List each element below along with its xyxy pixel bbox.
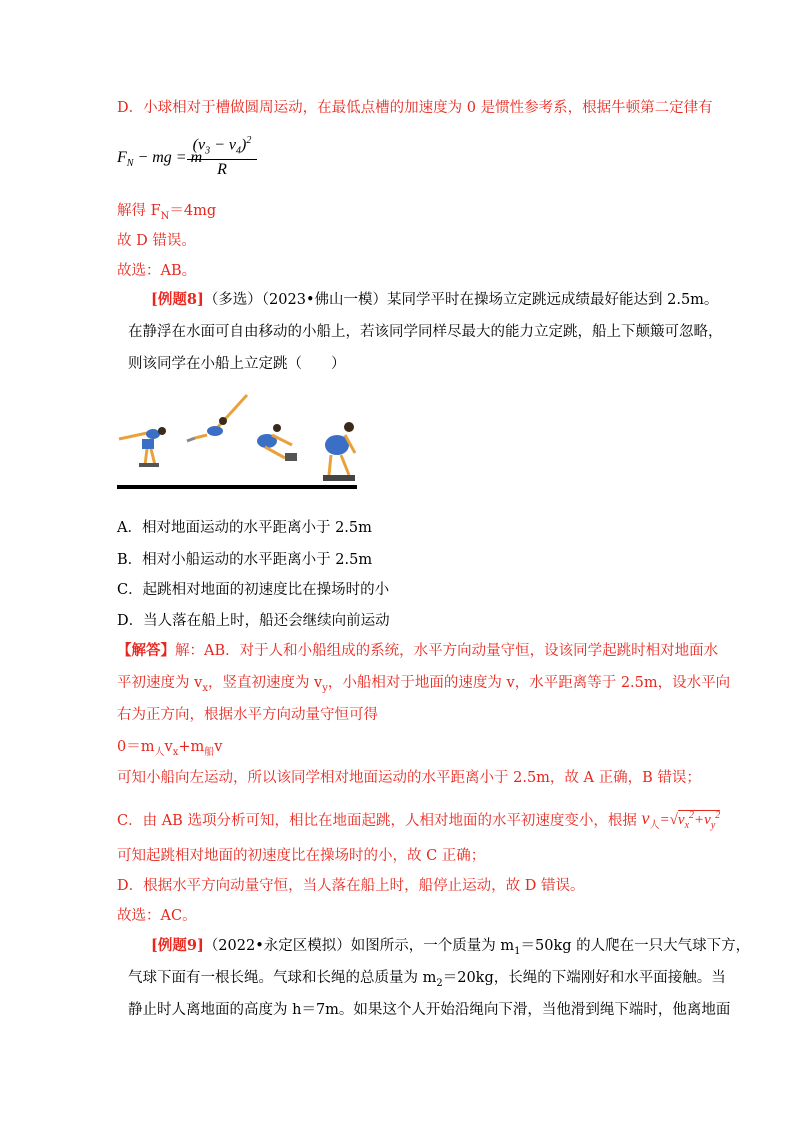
option-b: B．相对小船运动的水平距离小于 2.5m [117,552,373,568]
option-c: C．起跳相对地面的初速度比在操场时的小 [117,582,390,598]
example-8-header: [例题8]（多选）（2023•佛山一模）某同学平时在操场立定跳远成绩最好能达到 2.5m。 [151,291,719,308]
solution-line-d: D．小球相对于槽做圆周运动，在最低点槽的加速度为 0 是惯性参考系，根据牛顿第二定律有 [117,100,713,116]
answer-line-5: 可知小船向左运动，所以该同学相对地面运动的水平距离小于 2.5m，故 A 正确，B 错误； [117,770,701,786]
jumper-pose-2 [187,395,247,441]
answer-line-6: C．由 AB 选项分析可知，相比在地面起跳，人相对地面的水平初速度变小，根据 $v_人=√v_x^2+v_y^2$ [117,806,720,836]
example-9-line2: 气球下面有一根长绳。气球和长绳的总质量为 $m_2=20kg$，长绳的下端刚好和水平面接触。当 [128,970,726,989]
jumper-pose-1 [119,427,166,467]
example-8-line2: 在静浮在水面可自由移动的小船上，若该同学同样尽最大的能力立定跳，船上下颠簸可忽略， [128,324,723,340]
answer-line-8: D．根据水平方向动量守恒，当人落在船上时，船停止运动，故 D 错误。 [117,878,585,894]
example-9-header: [例题9]（2022•永定区模拟）如图所示，一个质量为 $m_1=50kg$ 的人爬在一只大气球下方， [151,937,751,957]
long-jump-figure [117,383,357,495]
answer-line-2: 平初速度为 $v_x$，竖直初速度为 $v_y$，小船相对于地面的速度为 v，水平距离等于 2.5m，设水平向 [117,675,731,694]
answer-line: 故选：AB。 [117,263,197,279]
answer-line-9: 故选：AC。 [117,908,197,924]
velocity-formula: $v_人=√v_x^2+v_y^2$ [641,808,721,831]
solve-line: 解得 $F_N=4mg$ [117,203,217,222]
option-d: D．当人落在船上时，船还会继续向前运动 [117,613,390,629]
answer-line-4: $0=m_人v_x+m_船v$ [117,739,223,758]
example-8-line3: 则该同学在小船上立定跳（ ） [128,356,346,372]
conclusion-d: 故 D 错误。 [117,233,196,249]
jumper-pose-4 [323,422,355,481]
example-9-line3: 静止时人离地面的高度为 h＝7m。如果这个人开始沿绳向下滑，当他滑到绳下端时，他离地面 [128,1002,731,1018]
answer-line-3: 右为正方向，根据水平方向动量守恒可得 [117,707,378,723]
newton-equation: $F_N$ − mg = m $\frac{(v_3 - v_4)^2}{R}$ [117,135,297,181]
answer-line-7: 可知起跳相对地面的初速度比在操场时的小，故 C 正确； [117,848,486,864]
jumper-pose-3 [257,424,297,461]
option-a: A．相对地面运动的水平距离小于 2.5m [117,520,372,536]
answer-line-1: 【解答】解：AB．对于人和小船组成的系统，水平方向动量守恒，设该同学起跳时相对地面水 [117,642,719,659]
ground-line [117,485,357,489]
